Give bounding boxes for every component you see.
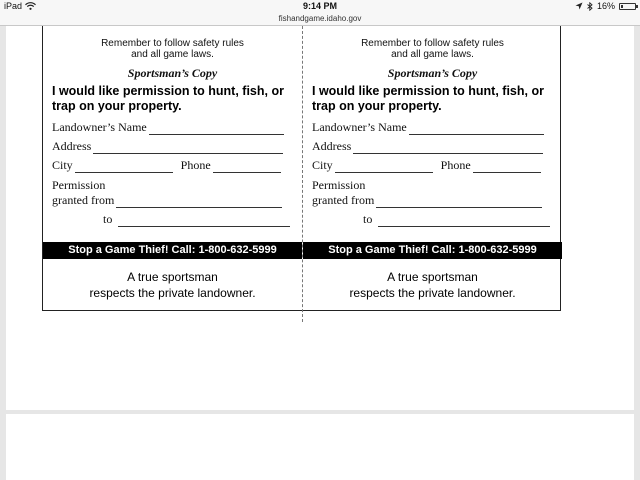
address-field — [312, 139, 543, 154]
safety-reminder: Remember to follow safety rules and all game laws. — [101, 38, 244, 60]
footer-motto: A true sportsman respects the private landowner. — [89, 270, 256, 300]
address-line — [93, 142, 283, 154]
permission-label: Permission — [312, 178, 366, 192]
battery-icon — [619, 3, 636, 10]
pdf-next-page — [6, 414, 634, 480]
battery-level-fill — [621, 5, 623, 8]
to-line — [118, 215, 290, 227]
coupon-left — [43, 26, 302, 310]
city-phone-field — [312, 158, 541, 173]
to-line — [378, 215, 550, 227]
landowner-line — [409, 123, 544, 135]
address-field — [52, 139, 283, 154]
bluetooth-icon — [587, 2, 593, 11]
phone-line — [213, 161, 281, 173]
safety-reminder: Remember to follow safety rules and all game laws. — [361, 38, 504, 60]
granted-from-line — [376, 196, 542, 208]
phone-label: Phone — [180, 158, 211, 172]
address-label: Address — [312, 139, 352, 153]
battery-percent: 16% — [596, 1, 615, 11]
address-line — [353, 142, 543, 154]
coupon-right — [303, 26, 562, 310]
to-field — [363, 212, 550, 227]
landowner-field — [312, 120, 544, 135]
address-label: Address — [52, 139, 92, 153]
url-bar[interactable]: fishandgame.idaho.gov — [0, 14, 640, 26]
status-time: 9:14 PM — [302, 1, 337, 11]
to-field — [103, 212, 290, 227]
device-name: iPad — [4, 1, 23, 11]
granted-from-field — [312, 193, 542, 208]
granted-from-label: granted from — [312, 193, 375, 207]
permission-label: Permission — [52, 178, 106, 192]
request-text: I would like permission to hunt, fish, or trap on your property. — [52, 84, 284, 113]
city-line — [75, 161, 173, 173]
request-text: I would like permission to hunt, fish, or trap on your property. — [312, 84, 544, 113]
status-right — [575, 1, 636, 11]
phone-label: Phone — [440, 158, 471, 172]
landowner-label: Landowner’s Name — [52, 120, 147, 134]
granted-from-label: granted from — [52, 193, 115, 207]
game-thief-banner: Stop a Game Thief! Call: 1-800-632-5999 — [303, 242, 562, 259]
phone-line — [473, 161, 541, 173]
game-thief-banner: Stop a Game Thief! Call: 1-800-632-5999 — [43, 242, 302, 259]
granted-from-line — [116, 196, 282, 208]
copy-label: Sportsman’s Copy — [387, 66, 478, 80]
status-bar — [0, 0, 640, 14]
to-label: to — [363, 212, 373, 226]
city-phone-field — [52, 158, 281, 173]
landowner-field — [52, 120, 284, 135]
location-arrow-icon — [575, 2, 583, 10]
cut-line — [302, 26, 303, 322]
landowner-line — [149, 123, 284, 135]
city-label: City — [52, 158, 73, 172]
footer-motto: A true sportsman respects the private landowner. — [349, 270, 516, 300]
city-label: City — [312, 158, 333, 172]
landowner-label: Landowner’s Name — [312, 120, 407, 134]
city-line — [335, 161, 433, 173]
to-label: to — [103, 212, 113, 226]
copy-label: Sportsman’s Copy — [127, 66, 218, 80]
granted-from-field — [52, 193, 282, 208]
